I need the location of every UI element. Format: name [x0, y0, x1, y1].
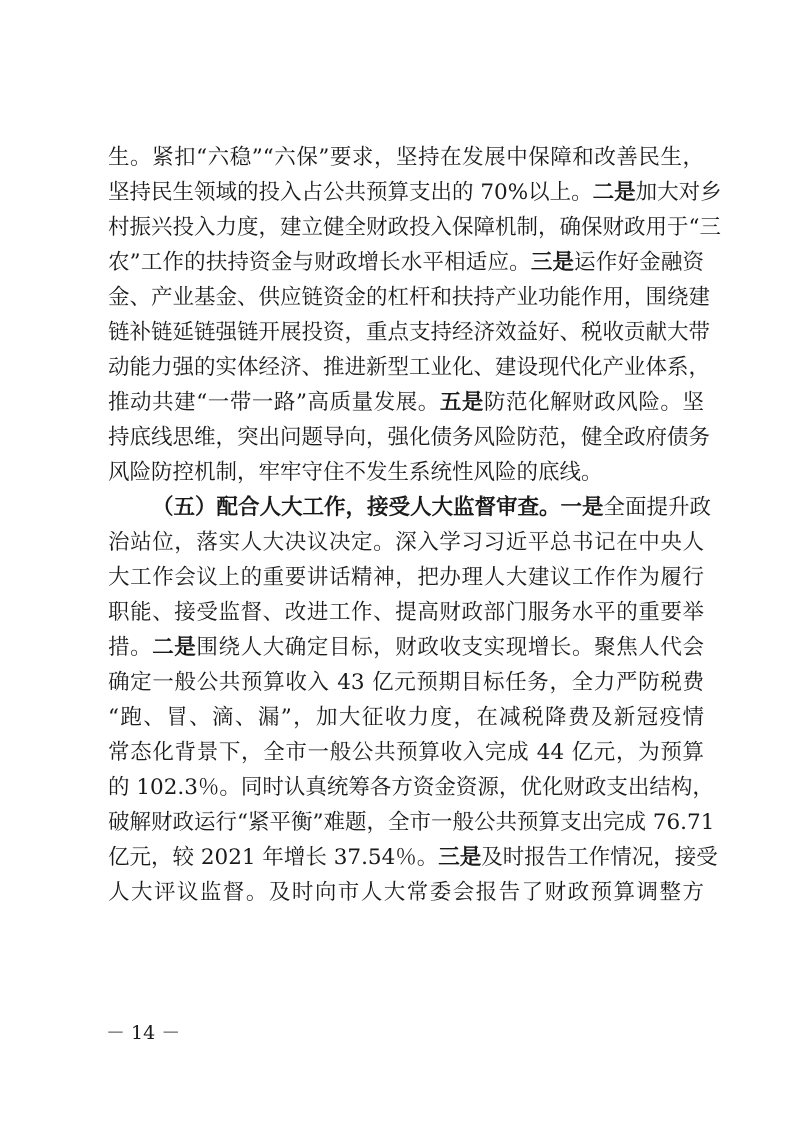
text-line-15: 措。二是围绕人大确定目标，财政收支实现增长。聚焦人代会 [108, 635, 704, 660]
text-line-19: 的 102.3％。同时认真统筹各方资金资源，优化财政支出结构， [108, 775, 714, 800]
text-line-21: 亿元，较 2021 年增长 37.54％。三是及时报告工作情况，接受 [108, 845, 718, 870]
text-line-4: 农”工作的扶持资金与财政增长水平相适应。三是运作好金融资 [108, 250, 704, 275]
text-line-6: 链补链延链强链开展投资，重点支持经济效益好、税收贡献大带 [108, 320, 711, 345]
text-line-1: 生。紧扣“六稳”“六保”要求，坚持在发展中保障和改善民生， [108, 145, 704, 170]
text-line-12: 治站位，落实人大决议决定。深入学习习近平总书记在中央人 [108, 530, 704, 555]
text-line-8: 推动共建“一带一路”高质量发展。五是防范化解财政风险。坚 [108, 390, 704, 415]
text-line-13: 大工作会议上的重要讲话精神，把办理人大建议工作作为履行 [108, 565, 704, 590]
text-line-2: 坚持民生领域的投入占公共预算支出的 70%以上。二是加大对乡 [108, 180, 722, 205]
page-number: － 14 － [106, 1022, 181, 1044]
text-line-17: “跑、冒、滴、漏”，加大征收力度，在减税降费及新冠疫情 [108, 705, 704, 730]
body-text [108, 140, 722, 910]
text-line-10: 风险防控机制，牢牢守住不发生系统性风险的底线。 [108, 460, 603, 485]
section-heading-line: （五）配合人大工作，接受人大监督审查。一是全面提升政 [152, 495, 712, 520]
text-line-22: 人大评议监督。及时向市人大常委会报告了财政预算调整方 [108, 880, 704, 905]
text-line-3: 村振兴投入力度，建立健全财政投入保障机制，确保财政用于“三 [108, 215, 721, 240]
text-line-18: 常态化背景下，全市一般公共预算收入完成 44 亿元，为预算 [108, 740, 704, 765]
text-line-16: 确定一般公共预算收入 43 亿元预期目标任务，全力严防税费 [108, 670, 704, 695]
text-line-9: 持底线思维，突出问题导向，强化债务风险防范，健全政府债务 [108, 425, 711, 450]
text-line-20: 破解财政运行“紧平衡”难题，全市一般公共预算支出完成 76.71 [108, 810, 715, 835]
text-line-7: 动能力强的实体经济、推进新型工业化、建设现代化产业体系， [108, 355, 711, 380]
text-line-5: 金、产业基金、供应链资金的杠杆和扶持产业功能作用，围绕建 [108, 285, 711, 310]
text-line-14: 职能、接受监督、改进工作、提高财政部门服务水平的重要举 [108, 600, 704, 625]
